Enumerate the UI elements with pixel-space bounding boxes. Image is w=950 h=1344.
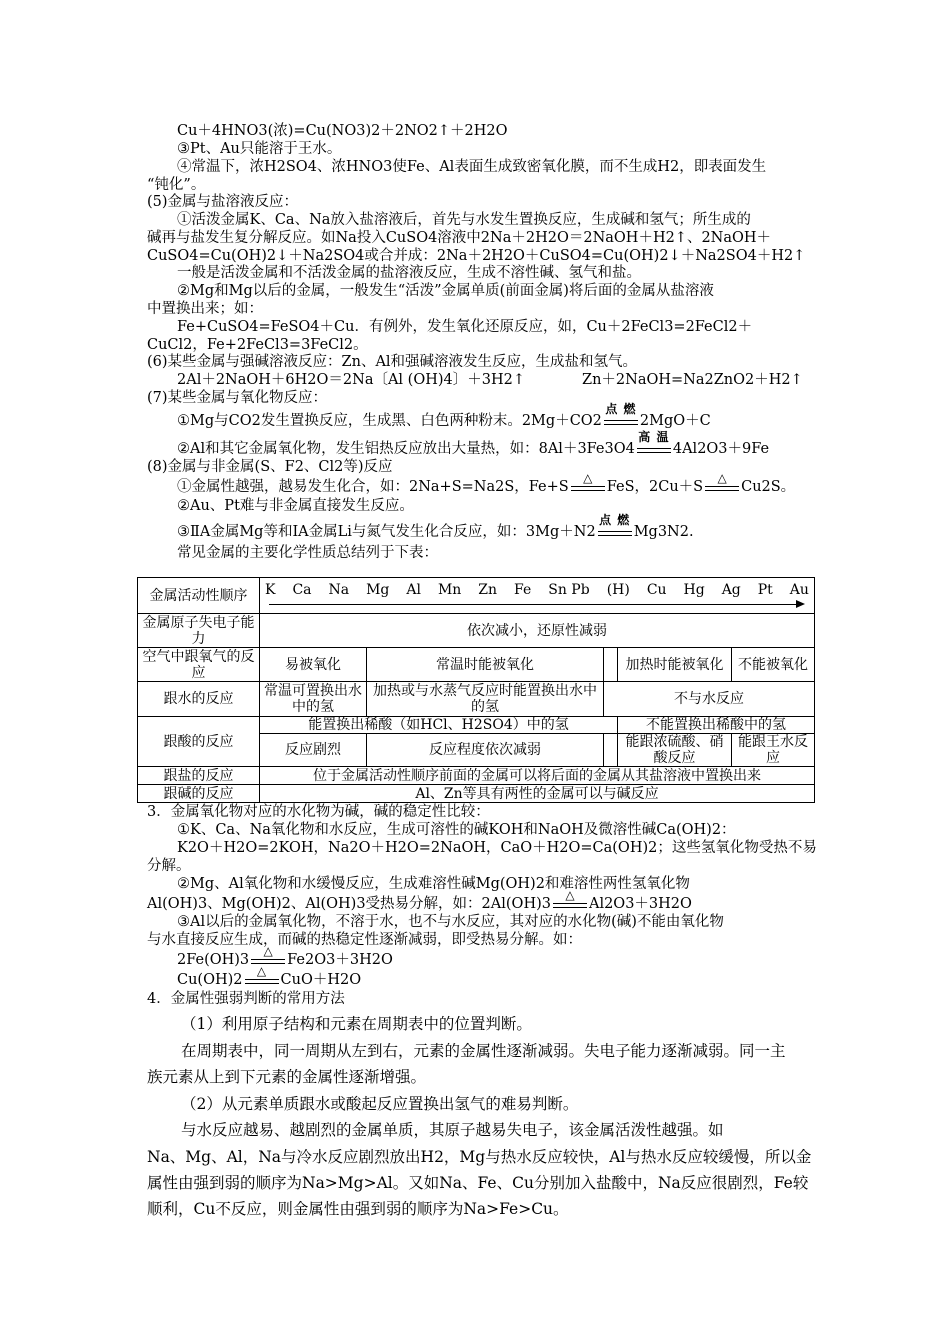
text-line: ②Al和其它金属氧化物，发生铝热反应放出大量热，如：8Al＋3Fe3O4 高 温 4Al2O3＋9Fe xyxy=(177,430,770,457)
text-line: ①K、Ca、Na氧化物和水反应，生成可溶性的碱KOH和NaOH及微溶性碱Ca(OH)2： xyxy=(177,822,736,838)
text-line: ④常温下，浓H2SO4、浓HNO3使Fe、Al表面生成致密氧化膜，而不生成H2，即表面发生 xyxy=(177,159,767,175)
text-line: 族元素从上到下元素的金属性逐渐增强。 xyxy=(147,1068,427,1086)
text-line: 常见金属的主要化学性质总结列于下表： xyxy=(177,545,438,561)
condition-ignite: 点 燃 xyxy=(604,413,638,429)
metal-symbol: Cu xyxy=(646,581,667,598)
text-line: （1）利用原子结构和元素在周期表中的位置判断。 xyxy=(181,1015,532,1033)
row-header: 空气中跟氧气的反应 xyxy=(138,648,260,682)
text-line: ②Mg、Al氧化物和水缓慢反应，生成难溶性碱Mg(OH)2和难溶性两性氢氧化物 xyxy=(177,876,690,892)
condition-heat: △ xyxy=(553,896,587,912)
text-line: （2）从元素单质跟水或酸起反应置换出氢气的难易判断。 xyxy=(181,1095,579,1113)
text-line: ①Mg与CO2发生置换反应，生成黑、白色两种粉末。2Mg＋CO2 点 燃 2MgO＋C xyxy=(177,402,711,429)
text-line: (6)某些金属与强碱溶液反应：Zn、Al和强碱溶液发生反应，生成盐和氢气。 xyxy=(147,354,638,370)
text-line: ②Mg和Mg以后的金属，一般发生“活泼”金属单质(前面金属)将后面的金属从盐溶液 xyxy=(177,283,714,299)
text-line: 属性由强到弱的顺序为Na>Mg>Al。又如Na、Fe、Cu分别加入盐酸中，Na反应很剧烈，Fe较 xyxy=(147,1174,809,1192)
metal-symbol: Na xyxy=(328,581,350,598)
text-line: (5)金属与盐溶液反应： xyxy=(147,194,299,210)
text-line: CuCl2，Fe+2FeCl3=3FeCl2。 xyxy=(147,337,368,353)
metal-symbol: K xyxy=(265,581,276,598)
condition-heat: △ xyxy=(245,972,279,988)
text-line: 在周期表中，同一周期从左到右，元素的金属性逐渐减弱。失电子能力逐渐减弱。同一主 xyxy=(181,1042,786,1060)
text-line: Cu＋4HNO3(浓)=Cu(NO3)2＋2NO2↑＋2H2O xyxy=(177,123,508,139)
condition-ignite: 点 燃 xyxy=(598,524,632,540)
metal-symbol: Al xyxy=(406,581,421,598)
text-line: 一般是活泼金属和不活泼金属的盐溶液反应，生成不溶性碱、氢气和盐。 xyxy=(177,265,641,281)
metal-symbol: Au xyxy=(789,581,809,598)
text-line: Na、Mg、Al，Na与冷水反应剧烈放出H2，Mg与热水反应较快，Al与热水反应较缓慢，所以金 xyxy=(147,1148,812,1166)
text-line: 2Fe(OH)3 △ Fe2O3＋3H2O xyxy=(177,944,393,968)
text-line: 顺利，Cu不反应，则金属性由强到弱的顺序为Na>Fe>Cu。 xyxy=(147,1200,569,1218)
text-line: K2O＋H2O=2KOH，Na2O＋H2O=2NaOH，CaO＋H2O=Ca(OH)2；这些氢氧化物受热不易 xyxy=(177,840,817,856)
row-header: 跟盐的反应 xyxy=(138,767,260,785)
text-line: Fe+CuSO4=FeSO4＋Cu．有例外，发生氧化还原反应，如，Cu＋2FeCl3=2FeCl2＋ xyxy=(177,319,753,335)
text-line: ②Au、Pt难与非金属直接发生反应。 xyxy=(177,498,414,514)
condition-heat: △ xyxy=(251,952,285,968)
text-line: Al(OH)3、Mg(OH)2、Al(OH)3受热易分解，如：2Al(OH)3 △ Al2O3＋3H2O xyxy=(147,888,692,912)
series-arrow xyxy=(269,600,805,610)
row-header: 金属活动性顺序 xyxy=(138,578,260,614)
metal-properties-table: 金属活动性顺序 K Ca Na Mg Al Mn Zn Fe Sn Pb (H) Cu Hg Ag Pt Au 金属原子失电子能力 依次减小，还原性减弱 空气中跟氧气的反应 易被氧化 常温时能被氧化 加热时能被氧化 不能被氧化 跟水的反应 常温可置换出水中的氢 加热或与水蒸气反应时能置换出水中的氢 不与水反应 跟酸的反应 能置换出稀酸（如HCl、H2SO4）中的氢 不能置换出稀酸中的氢 反应剧烈 反应程度依次减弱 能跟浓硫酸、硝酸反应 能跟王水反应 跟盐的反应 位于金属活动性顺序前面的金属可以将后面的金属从其盐溶液中置换出来 跟碱的反应 Al、Zn等具有两性的金属可以与碱反应 xyxy=(137,577,815,803)
activity-series xyxy=(260,578,815,614)
text-line: (8)金属与非金属(S、F2、Cl2等)反应 xyxy=(147,459,393,475)
metal-symbol: (H) xyxy=(606,581,630,598)
row-header: 金属原子失电子能力 xyxy=(138,614,260,648)
metal-symbol: Ca xyxy=(292,581,312,598)
metal-symbol: Zn xyxy=(478,581,498,598)
metal-symbol: Fe xyxy=(514,581,532,598)
metal-symbol: Hg xyxy=(683,581,705,598)
metal-symbol: Mg xyxy=(366,581,390,598)
metal-symbol: Mn xyxy=(437,581,462,598)
condition-heat: △ xyxy=(571,479,605,495)
text-line: ①金属性越强，越易发生化合，如：2Na+S=Na2S，Fe+S △ FeS，2Cu＋S △ Cu2S。 xyxy=(177,471,796,495)
text-line: 分解。 xyxy=(147,858,191,874)
text-line: Zn＋2NaOH=Na2ZnO2＋H2↑ xyxy=(582,372,803,388)
row-header: 跟碱的反应 xyxy=(138,785,260,803)
text-line: “钝化”。 xyxy=(147,177,206,193)
section-heading: 4．金属性强弱判断的常用方法 xyxy=(147,991,345,1007)
text-line: 与水直接反应生成，而碱的热稳定性逐渐减弱，即受热易分解。如： xyxy=(147,932,582,948)
text-line: CuSO4=Cu(OH)2↓＋Na2SO4或合并成：2Na＋2H2O＋CuSO4=Cu(OH)2↓＋Na2SO4＋H2↑ xyxy=(147,248,806,264)
text-line: Cu(OH)2 △ CuO＋H2O xyxy=(177,964,362,988)
metal-symbol: Sn Pb xyxy=(548,581,590,598)
text-line: 3．金属氧化物对应的水化物为碱，碱的稳定性比较： xyxy=(147,804,490,820)
row-header: 跟酸的反应 xyxy=(138,717,260,767)
metal-symbol: Ag xyxy=(721,581,741,598)
condition-high-temp: 高 温 xyxy=(637,441,671,457)
text-line: ①活泼金属K、Ca、Na放入盐溶液后，首先与水发生置换反应，生成碱和氢气；所生成的 xyxy=(177,212,751,228)
text-line: ③ⅡA金属Mg等和ⅠA金属Li与氮气发生化合反应，如：3Mg＋N2 点 燃 Mg3N2. xyxy=(177,513,694,540)
text-line: 中置换出来；如： xyxy=(147,301,263,317)
text-line: ③Pt、Au只能溶于王水。 xyxy=(177,141,342,157)
text-line: ③Al以后的金属氧化物，不溶于水，也不与水反应，其对应的水化物(碱)不能由氧化物 xyxy=(177,914,724,930)
row-header: 跟水的反应 xyxy=(138,682,260,717)
text-line: (7)某些金属与氧化物反应： xyxy=(147,390,328,406)
condition-heat: △ xyxy=(705,479,739,495)
text-line: 2Al＋2NaOH＋6H2O＝2Na〔Al (OH)4〕＋3H2↑ xyxy=(177,372,525,388)
text-line: 与水反应越易、越剧烈的金属单质，其原子越易失电子，该金属活泼性越强。如 xyxy=(181,1121,724,1139)
text-line: 碱再与盐发生复分解反应。如Na投入CuSO4溶液中2Na＋2H2O＝2NaOH＋H2↑、2NaOH＋ xyxy=(147,230,772,246)
metal-symbol: Pt xyxy=(757,581,773,598)
